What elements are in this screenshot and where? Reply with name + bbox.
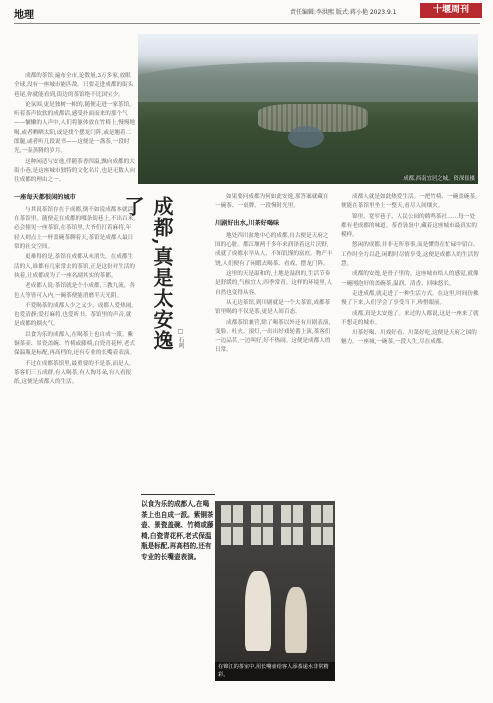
pull-quote: 以食为乐的成都人,在喝茶上也自成一派。紫铜茶壶、景瓷盖碗、竹椅或藤椅,白瓷青花杯,老式保温瓶是标配,再高档的,还有专业的长嘴壶表演。 [141, 494, 215, 581]
lake [288, 126, 324, 148]
section-subhead: 川剧好出水,川茶好喝味 [215, 219, 280, 227]
window-lattice [251, 505, 273, 545]
window-lattice [311, 505, 333, 545]
photo-caption: 成都,西南宜居之城。资深崔摄 [403, 176, 475, 182]
paragraph: 悠闲的成都,并非无所事事,而是懂得在忙碌中留白。工作时全力以赴,闲暇时尽情享受,这便是成都人的生活智慧。 [341, 242, 479, 268]
article-column-2 [215, 193, 333, 498]
article-headline: 成都,真是太安逸了 [121, 196, 174, 351]
page-header [0, 0, 493, 24]
article-column-3 [341, 193, 479, 701]
paragraph: 与其说茶馆存在于成都,倒不如说成都本就活在茶馆里。随便走在成都的哪条街巷上,不出百米,必会撞见一座茶馆,在茶馆里,大爷们打着麻将,年轻人则点上一杯盖碗茶聊着天,茶馆是成都人最日常的社交空间。 [14, 206, 136, 251]
paragraph: 走进成都,就走进了一种生活方式。在这里,时间仿佛慢了下来,人们学会了享受当下,珍惜眼前。 [341, 290, 479, 307]
paragraph: 不爱喝茶的成都人少之又少。成都人爱热闹,也爱清静;爱打麻将,也爱听书。茶馆里的声音,就是成都的烟火气。 [14, 302, 134, 328]
paragraph: 如果要问成都为何如此安逸,那答案就藏在一碗茶、一桌牌、一段慢时光里。 [215, 194, 329, 210]
performer-figure [245, 571, 271, 651]
section-subhead: 一座每天都很闲的城市 [14, 193, 76, 201]
mountain-ridge [138, 62, 478, 102]
publication-logo: 十堰周刊 [420, 3, 482, 18]
paragraph: 从无边茶馆,到川剧就是一个大茶馆,成都茶馆里喝的不仅是茶,更是人间百态。 [215, 299, 331, 316]
paragraph: 老成都人说:茶馆就是个小成都,三教九流、各色人等皆可入内,一碗茶便能消磨半天光阴。 [14, 283, 135, 299]
paragraph: 不过在成都茶馆里,最重要的不是茶,而是人。茶客们三五成群,有人喝茶,有人掏耳朵,有人看报纸,这便是成都人的生活。 [14, 360, 135, 386]
paragraph: 更难得的是,茶馆在成都从未消失。在成都生活的人,谁都有几家常去的茶馆,正是这份对生活的执着,让成都成为了一座名副其实的茶都。 [14, 254, 136, 279]
aerial-city-photo [138, 34, 478, 184]
paragraph: 成都茶馆兼营,除了喝茶以外还有川剧表演,变脸、吐火、滚灯,一出出好戏轮番上演,茶客们一边品茗,一边叫好,好不热闹。这便是成都人的日常。 [215, 319, 331, 354]
paragraph: 以食为乐的成都人,在喝茶上也自成一派。紫铜茶壶、景瓷盖碗、竹椅或藤椅,白瓷青花杯,老式保温瓶是标配,再高档的,还有专业的长嘴壶表演。 [14, 331, 136, 357]
paragraph: 论氛围,更是独树一帜的,随便走进一家茶馆,听着茶声软软的成都话,感受扑面而来的那个气——慵懒的人声中,人们将躯体放在竹椅上,慢慢地喝,或者晒晒太阳,或是找个摆龙门阵,或是翘着二郎腿,或者听几段说书——这便是一盏茶,一段时光,一壶蒸腾的岁月。 [14, 101, 136, 155]
teahouse-performance-photo [215, 501, 335, 681]
paragraph: 地处四川盆地中心的成都,自古便是天府之国的心脏。都江堰两千多年来润泽着这片沃野,成就了成都水旱从人、不知饥馑的富庶。物产丰饶,人们便有了闲暇去喝茶、看戏、摆龙门阵。 [215, 232, 333, 267]
performer-figure [285, 587, 307, 653]
window-lattice [221, 505, 243, 545]
paragraph: 锦里、宽窄巷子、人民公园的鹤鸣茶社……每一处都有老成都的味道。茶香袅袅中,藏着这座城市最真实的模样。 [341, 213, 478, 239]
window-lattice [281, 505, 303, 545]
section-label: 地理 [14, 10, 34, 21]
paragraph: 这种闲适与安逸,伴随茶香四溢,飘向成都的大街小巷,是这座城市独特的文化名片,也是无数人向往成都的理由之一。 [14, 158, 136, 184]
paragraph: 这里的天是温和的,土地是湿润的,生活节奏是舒缓的,气候宜人,四季常青。这样的环境里,人自然也变得从容。 [215, 271, 333, 296]
header-rule [14, 23, 480, 24]
paragraph: 成都的茶馆,遍布全市,论数量,3万多家,放眼全球,没有一座城市能匹敌。只要走进成都的街头巷尾,你就能看到,街边的茶馆绝不比国宝少。 [14, 73, 134, 98]
paragraph: 川茶好喝、川戏好看、川菜好吃,这便是天府之国的魅力。一座城,一碗茶,一段人生,尽在成都。 [341, 330, 477, 346]
paragraph: 成都的安逸,是骨子里的。这座城市给人的感觉,就像一碗刚泡好的盖碗茶,温润、清香、回味悠长。 [341, 271, 479, 287]
paragraph: 成都人就是如此热爱生活。一把竹椅、一碗盖碗茶,便能在茶馆里坐上一整天,看尽人间烟火。 [341, 194, 477, 210]
editor-credits: 责任编辑:李洪熙 版式:蒋小艳 2023.9.1 [290, 9, 397, 16]
article-byline: □ 石鸣 [177, 328, 184, 349]
article-column-1 [14, 72, 136, 702]
paragraph: 成都,真是太安逸了。来过的人都说,这是一座来了就不想走的城市。 [341, 310, 479, 326]
photo-caption: 在锦江的茶室中,用长嘴壶给客人添茶递水非常精彩。 [215, 662, 335, 681]
